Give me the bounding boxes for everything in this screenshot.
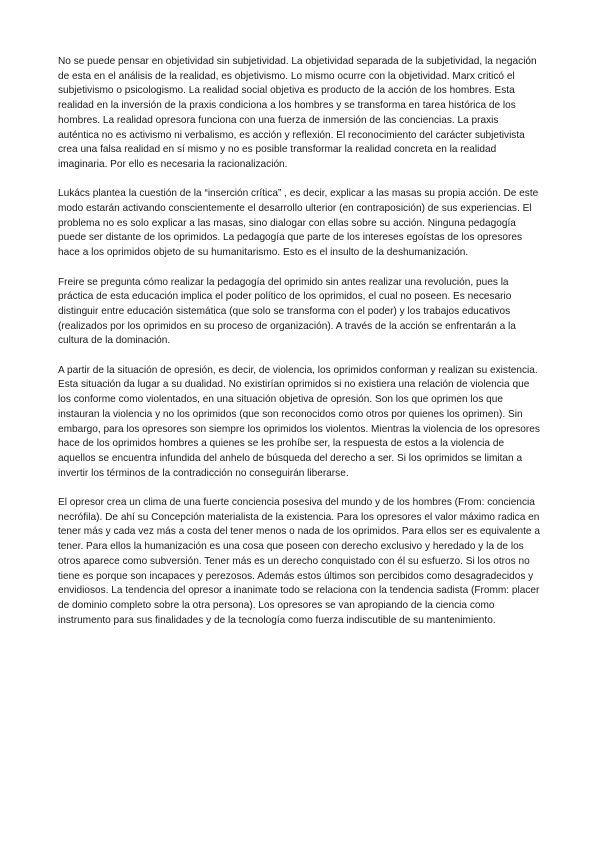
paragraph-freire: Freire se pregunta cómo realizar la pedagogía del oprimido sin antes realizar una revolución, pues la práctica de esta educación implica el poder político de los oprimidos, el cual no poseen. Es necesario distinguir entre educación sistemática (que solo se transforma con el poder) y los trabajos educativos (realizados por los oprimidos en su proceso de organización). A través de la acción se enfrentarán a la cultura de la dominación.	[58, 276, 516, 347]
paragraph-opresor: El opresor crea un clima de una fuerte conciencia posesiva del mundo y de los hombres (From: conciencia necrófila). De ahí su Concepción materialista de la existencia. Para los opresores el valor máximo radica en tener más y cada vez más a costa del tener menos o nada de los oprimidos. Para ellos ser es equivalente a tener. Para ellos la humanización es una cosa que poseen con derecho exclusivo y heredado y la de los otros aparece como subversión. Tener más es un derecho conquistado con él su esfuerzo. Si los otros no tiene es porque son incapaces y perezosos. Además estos últimos son percibidos como desagradecidos y envidiosos. La tendencia del opresor a inanimate todo se relaciona con la tendencia sadista (Fromm: placer de dominio completo sobre la otra persona). Los opresores se van apropiando de la ciencia como instrumento para sus finalidades y de la tecnología como fuerza indiscutible de su mantenimiento.	[58, 497, 540, 626]
paragraph-lukacs: Lukács plantea la cuestión de la “inserción crítica” , es decir, explicar a las masas su propia acción. De este modo estarán activando conscientemente el desarrollo ulterior (en contraposición) de sus experiencias. El problema no es solo explicar a las masas, sino dialogar con ellas sobre su acción. Ninguna pedagogía puede ser distante de los oprimidos. La pedagogía que parte de los intereses egoístas de los opresores hace a los oprimidos objeto de su humanitarismo. Esto es el insulto de la deshumanización.	[58, 188, 539, 259]
paragraph-opresion: A partir de la situación de opresión, es decir, de violencia, los oprimidos conforman y realizan su existencia. Esta situación da lugar a su dualidad. No existirían oprimidos si no existiera una relación de violencia que los conforme como violentados, en una situación objetiva de opresión. Son los que oprimen los que instauran la violencia y no los oprimidos (que son reconocidos como otros por quienes los oprimen). Sin embargo, para los opresores son siempre los oprimidos los violentos. Mientras la violencia de los opresores hace de los oprimidos hombres a quienes se les prohíbe ser, la respuesta de estos a la violencia de aquellos se encuentra infundida del anhelo de búsqueda del derecho a ser. Si los oprimidos se limitan a invertir los términos de la contradicción no conseguirán liberarse.	[58, 364, 540, 479]
document-body	[58, 55, 542, 643]
paragraph-objetividad: No se puede pensar en objetividad sin subjetividad. La objetividad separada de la subjetividad, la negación de esta en el análisis de la realidad, es objetivismo. Lo mismo ocurre con la objetividad. Marx criticó el subjetivismo o psicologismo. La realidad social objetiva es producto de la acción de los hombres. Esta realidad en la inversión de la praxis condiciona a los hombres y se transforma en tarea histórica de los hombres. La realidad opresora funciona con una fuerza de inmersión de las conciencias. La praxis auténtica no es activismo ni verbalismo, es acción y reflexión. El reconocimiento del carácter subjetivista crea una falsa realidad en sí mismo y no es posible transformar la realidad concreta en la realidad imaginaria. Por ello es necesaria la racionalización.	[58, 56, 537, 170]
